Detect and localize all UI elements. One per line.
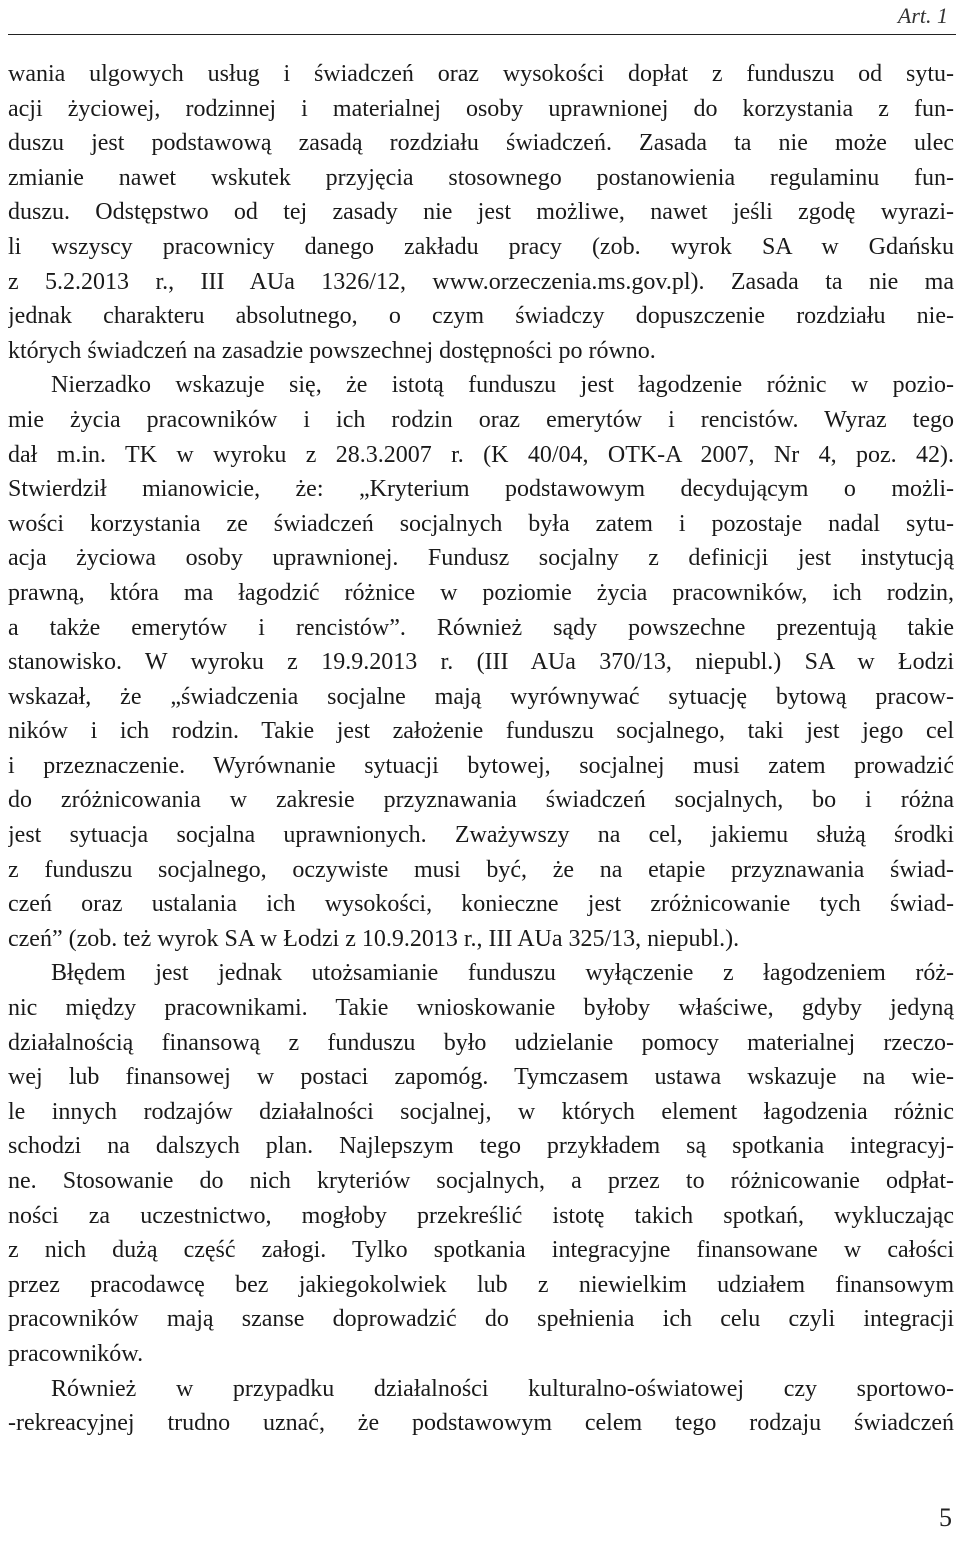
text-line: jednak charakteru absolutnego, o czym świadczy dopuszczenie rozdziału nie-	[8, 303, 954, 330]
text-line: z nich dużą część załogi. Tylko spotkania integracyjne finansowane w całości	[8, 1237, 954, 1264]
text-line: wej lub finansowej w postaci zapomóg. Tymczasem ustawa wskazuje na wie-	[8, 1064, 954, 1091]
text-line: czeń oraz ustalania ich wysokości, konieczne jest zróżnicowanie tych świad-	[8, 891, 954, 918]
running-header	[8, 0, 956, 35]
text-line: do zróżnicowania w zakresie przyznawania świadczeń socjalnych, bo i różna	[8, 787, 954, 814]
text-line: nic między pracownikami. Takie wnioskowanie byłoby właściwe, gdyby jedyną	[8, 995, 954, 1022]
text-line: ności za uczestnictwo, mogłoby przekreślić istotę takich spotkań, wykluczając	[8, 1202, 954, 1229]
text-line: Nierzadko wskazuje się, że istotą funduszu jest łagodzenie różnic w pozio-	[51, 372, 954, 399]
page-number: 5	[939, 1503, 952, 1532]
text-line: Błędem jest jednak utożsamianie funduszu wyłączenie z łagodzeniem róż-	[51, 960, 954, 987]
text-line: mie życia pracowników i ich rodzin oraz emerytów i rencistów. Wyraz tego	[8, 406, 954, 433]
text-line: z funduszu socjalnego, oczywiste musi być, że na etapie przyznawania świad-	[8, 856, 954, 883]
text-line: Stwierdził mianowicie, że: „Kryterium podstawowym decydującym o możli-	[8, 476, 954, 503]
text-line: wskazał, że „świadczenia socjalne mają wyrównywać sytuację bytową pracow-	[8, 683, 954, 710]
text-line: dał m.in. TK w wyroku z 28.3.2007 r. (K 40/04, OTK-A 2007, Nr 4, poz. 42).	[8, 441, 954, 468]
text-line: duszu jest podstawową zasadą rozdziału świadczeń. Zasada ta nie może ulec	[8, 130, 954, 157]
text-line: których świadczeń na zasadzie powszechnej dostępności po równo.	[8, 337, 656, 364]
text-line: schodzi na dalszych plan. Najlepszym tego przykładem są spotkania integracyj-	[8, 1133, 954, 1160]
text-line: zmianie nawet wskutek przyjęcia stosownego postanowienia regulaminu fun-	[8, 164, 954, 191]
text-line: duszu. Odstępstwo od tej zasady nie jest możliwe, nawet jeśli zgodę wyrazi-	[8, 199, 954, 226]
body-text	[8, 57, 954, 1441]
text-line: ników i ich rodzin. Takie jest założenie funduszu socjalnego, taki jest jego cel	[8, 718, 954, 745]
text-line: a także emerytów i rencistów”. Również sądy powszechne prezentują takie	[8, 614, 954, 641]
text-line: jest sytuacja socjalna uprawnionych. Zważywszy na cel, jakiemu służą środki	[8, 822, 954, 849]
text-line: pracowników mają szanse doprowadzić do spełnienia ich celu czyli integracji	[8, 1306, 954, 1333]
text-line: z 5.2.2013 r., III AUa 1326/12, www.orzeczenia.ms.gov.pl). Zasada ta nie ma	[8, 268, 954, 295]
text-line: wania ulgowych usług i świadczeń oraz wysokości dopłat z funduszu od sytu-	[8, 61, 954, 87]
text-line: czeń” (zob. też wyrok SA w Łodzi z 10.9.2013 r., III AUa 325/13, niepubl.).	[8, 925, 740, 952]
text-line: działalnością finansową z funduszu było udzielanie pomocy materialnej rzeczo-	[8, 1029, 954, 1056]
text-line: prawną, która ma łagodzić różnice w poziomie życia pracowników, ich rodzin,	[8, 579, 954, 606]
text-line: li wszyscy pracownicy danego zakładu pracy (zob. wyrok SA w Gdańsku	[8, 233, 954, 260]
text-line: acja życiowa osoby uprawnionej. Fundusz socjalny z definicji jest instytucją	[8, 545, 954, 572]
text-line: -rekreacyjnej trudno uznać, że podstawowym celem tego rodzaju świadczeń	[8, 1410, 954, 1437]
text-line: stanowisko. W wyroku z 19.9.2013 r. (III AUa 370/13, niepubl.) SA w Łodzi	[8, 649, 954, 676]
text-line: wości korzystania ze świadczeń socjalnych była zatem i pozostaje nadal sytu-	[8, 510, 954, 537]
text-line: Również w przypadku działalności kulturalno-oświatowej czy sportowo-	[51, 1375, 954, 1402]
text-line: pracowników.	[8, 1340, 144, 1367]
text-line: i przeznaczenie. Wyrównanie sytuacji bytowej, socjalnej musi zatem prowadzić	[8, 752, 954, 779]
running-title: Art. 1	[897, 3, 948, 28]
text-line: le innych rodzajów działalności socjalnej, w których element łagodzenia różnic	[8, 1098, 954, 1125]
text-line: acji życiowej, rodzinnej i materialnej osoby uprawnionej do korzystania z fun-	[8, 95, 954, 122]
text-line: ne. Stosowanie do nich kryteriów socjalnych, a przez to różnicowanie odpłat-	[8, 1168, 954, 1194]
text-line: przez pracodawcę bez jakiegokolwiek lub z niewielkim udziałem finansowym	[8, 1271, 954, 1298]
